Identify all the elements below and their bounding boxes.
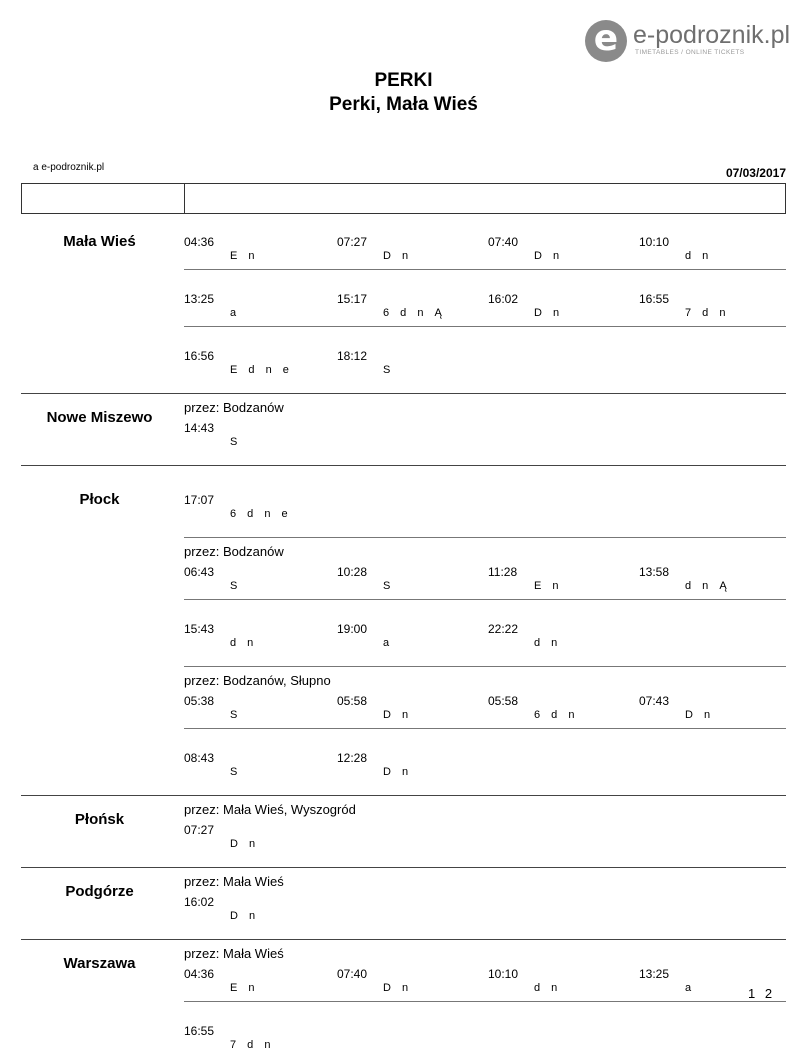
destination-separator [21, 795, 786, 796]
departure-time: 17:07 [184, 493, 215, 507]
destination-separator [21, 867, 786, 868]
destination-name: Nowe Miszewo [46, 409, 153, 426]
departure-code: a [230, 307, 241, 319]
departure-time: 06:43 [184, 565, 215, 579]
departure-time: 07:43 [639, 694, 670, 708]
departure-code: E n [230, 250, 259, 262]
departure-code: E n [230, 982, 259, 994]
departure-time: 22:22 [488, 622, 519, 636]
departure-code: D n [383, 250, 413, 262]
departure-time: 10:10 [488, 967, 519, 981]
destination-separator [21, 465, 786, 466]
source-label: a e-podroznik.pl [33, 162, 105, 173]
row-separator [184, 728, 786, 729]
via-route-label: przez: Bodzanów [184, 544, 284, 559]
logo-tagline: TIMETABLES / ONLINE TICKETS [635, 49, 745, 56]
departure-code: d n [230, 637, 258, 649]
departure-time: 16:02 [184, 895, 215, 909]
departure-code: a [383, 637, 394, 649]
destination-separator [21, 393, 786, 394]
departure-time: 13:25 [184, 292, 215, 306]
departure-time: 07:27 [337, 235, 368, 249]
departure-time: 15:43 [184, 622, 215, 636]
departure-time: 10:10 [639, 235, 670, 249]
page-title: PERKI [374, 70, 433, 91]
departure-code: D n [685, 709, 715, 721]
departure-time: 16:55 [184, 1024, 215, 1038]
departure-code: 7 d n [685, 307, 730, 319]
departure-code: D n [534, 250, 564, 262]
departure-time: 07:27 [184, 823, 215, 837]
departure-code: D n [383, 709, 413, 721]
destination-name: Płock [79, 491, 120, 508]
page-subtitle: Perki, Mała Wieś [329, 94, 478, 115]
departure-code: D n [230, 910, 260, 922]
departure-code: S [230, 580, 242, 592]
departure-time: 14:43 [184, 421, 215, 435]
departure-time: 16:55 [639, 292, 670, 306]
header-table [21, 183, 786, 214]
departure-code: S [230, 766, 242, 778]
group-separator [184, 537, 786, 538]
departure-code: S [383, 364, 395, 376]
departure-time: 04:36 [184, 235, 215, 249]
departure-code: d n [534, 982, 562, 994]
departure-code: 6 d n Ą [383, 307, 446, 319]
departure-code: E n [534, 580, 563, 592]
via-route-label: przez: Bodzanów, Słupno [184, 673, 331, 688]
departure-code: 6 d n e [230, 508, 292, 520]
departure-time: 11:28 [488, 565, 518, 579]
departure-code: D n [383, 982, 413, 994]
departure-time: 08:43 [184, 751, 215, 765]
destination-name: Płońsk [74, 811, 125, 828]
departure-code: S [383, 580, 395, 592]
destination-name: Podgórze [65, 883, 134, 900]
departure-code: 6 d n [534, 709, 579, 721]
departure-time: 10:28 [337, 565, 368, 579]
departure-code: d n [534, 637, 562, 649]
departure-time: 19:00 [337, 622, 368, 636]
departure-time: 05:38 [184, 694, 215, 708]
via-route-label: przez: Mała Wieś, Wyszogród [184, 802, 356, 817]
departure-time: 16:56 [184, 349, 215, 363]
departure-time: 04:36 [184, 967, 215, 981]
departure-code: 7 d n [230, 1039, 275, 1051]
via-route-label: przez: Bodzanów [184, 400, 284, 415]
departure-code: a [685, 982, 696, 994]
row-separator [184, 1001, 786, 1002]
departure-code: E d n e [230, 364, 293, 376]
row-separator [184, 269, 786, 270]
departure-time: 18:12 [337, 349, 368, 363]
brand-logo [585, 18, 795, 64]
departure-time: 16:02 [488, 292, 519, 306]
timetable-date: 07/03/2017 [725, 166, 786, 180]
via-route-label: przez: Mała Wieś [184, 874, 284, 889]
departure-time: 07:40 [488, 235, 519, 249]
departure-code: d n [685, 250, 713, 262]
departure-time: 13:25 [639, 967, 670, 981]
group-separator [184, 666, 786, 667]
logo-e-glyph: e [593, 18, 619, 59]
via-route-label: przez: Mała Wieś [184, 946, 284, 961]
departure-code: D n [534, 307, 564, 319]
destination-name: Mała Wieś [63, 233, 136, 250]
departure-code: d n Ą [685, 580, 731, 592]
departure-time: 12:28 [337, 751, 368, 765]
page-number: 1 2 [748, 986, 776, 1001]
destination-name: Warszawa [63, 955, 136, 972]
header-table-divider [184, 183, 185, 214]
logo-brand-text: e-podroznik.pl [633, 21, 791, 49]
departure-time: 07:40 [337, 967, 368, 981]
departure-code: S [230, 709, 242, 721]
row-separator [184, 326, 786, 327]
departure-code: D n [230, 838, 260, 850]
destination-separator [21, 939, 786, 940]
departure-code: S [230, 436, 242, 448]
row-separator [184, 599, 786, 600]
departure-code: D n [383, 766, 413, 778]
departure-time: 13:58 [639, 565, 670, 579]
departure-time: 15:17 [337, 292, 368, 306]
departure-time: 05:58 [337, 694, 368, 708]
departure-time: 05:58 [488, 694, 519, 708]
